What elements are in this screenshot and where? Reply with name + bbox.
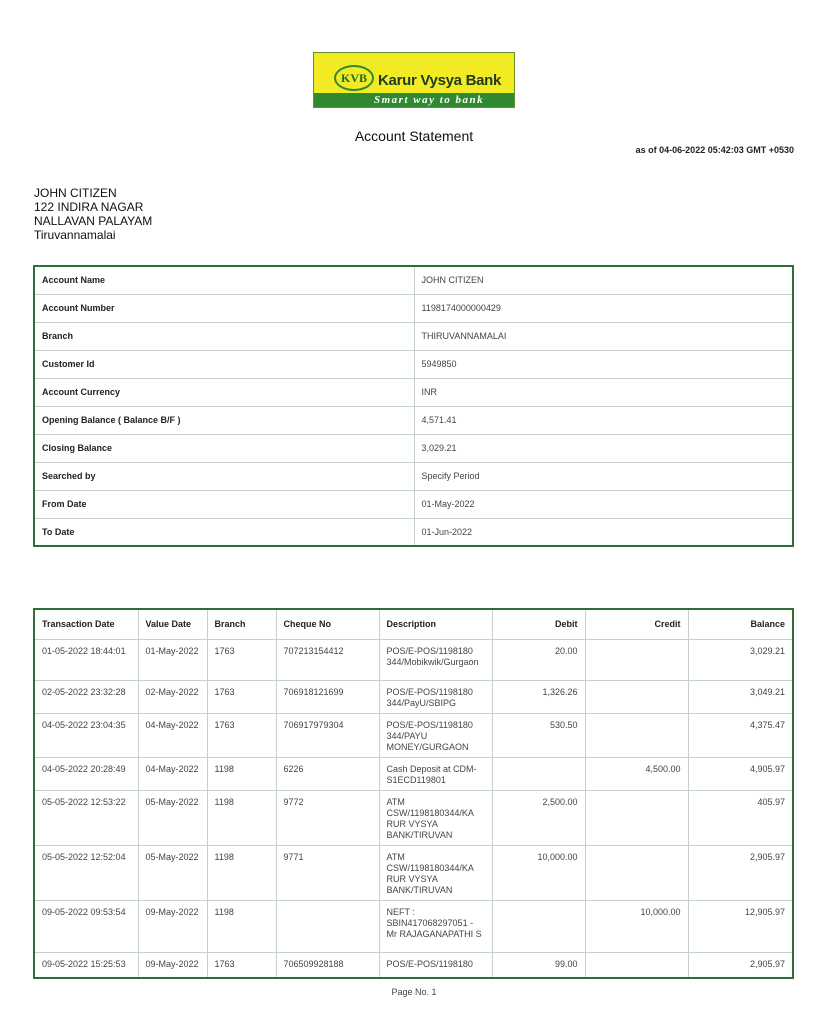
info-value: 5949850 — [414, 350, 793, 378]
table-row — [34, 639, 793, 680]
txn-date: 09-05-2022 09:53:54 — [34, 900, 138, 952]
credit — [585, 680, 688, 713]
description: ATM CSW/1198180344/KA RUR VYSYA BANK/TIRUVAN — [379, 790, 492, 845]
address-line: Tiruvannamalai — [34, 228, 116, 242]
logo-badge: KVB — [334, 65, 374, 91]
branch: 1763 — [207, 680, 276, 713]
debit — [492, 900, 585, 952]
cheque-no: 706918121699 — [276, 680, 379, 713]
table-row — [34, 790, 793, 845]
address-line: 122 INDIRA NAGAR — [34, 200, 144, 214]
cheque-no: 706917979304 — [276, 713, 379, 757]
col-header-branch: Branch — [207, 609, 276, 639]
balance: 405.97 — [688, 790, 793, 845]
info-label: Account Name — [34, 266, 414, 294]
debit: 530.50 — [492, 713, 585, 757]
txn-date: 04-05-2022 20:28:49 — [34, 757, 138, 790]
value-date: 09-May-2022 — [138, 952, 207, 978]
credit: 4,500.00 — [585, 757, 688, 790]
account-info-row — [34, 518, 793, 546]
txn-date: 02-05-2022 23:32:28 — [34, 680, 138, 713]
cheque-no — [276, 900, 379, 952]
txn-date: 05-05-2022 12:53:22 — [34, 790, 138, 845]
txn-date: 05-05-2022 12:52:04 — [34, 845, 138, 900]
credit — [585, 845, 688, 900]
description: POS/E-POS/1198180 344/PAYU MONEY/GURGAON — [379, 713, 492, 757]
info-value: 3,029.21 — [414, 434, 793, 462]
address-line: NALLAVAN PALAYAM — [34, 214, 153, 228]
info-label: Account Currency — [34, 378, 414, 406]
description: ATM CSW/1198180344/KA RUR VYSYA BANK/TIRUVAN — [379, 845, 492, 900]
txn-date: 09-05-2022 15:25:53 — [34, 952, 138, 978]
branch: 1198 — [207, 900, 276, 952]
description: Cash Deposit at CDM-S1ECD119801 — [379, 757, 492, 790]
balance: 2,905.97 — [688, 845, 793, 900]
info-label: Branch — [34, 322, 414, 350]
cheque-no: 9772 — [276, 790, 379, 845]
info-label: Account Number — [34, 294, 414, 322]
credit — [585, 639, 688, 680]
value-date: 02-May-2022 — [138, 680, 207, 713]
branch: 1198 — [207, 790, 276, 845]
col-header-description: Description — [379, 609, 492, 639]
info-value: THIRUVANNAMALAI — [414, 322, 793, 350]
cheque-no: 6226 — [276, 757, 379, 790]
txn-date: 01-05-2022 18:44:01 — [34, 639, 138, 680]
value-date: 09-May-2022 — [138, 900, 207, 952]
balance: 2,905.97 — [688, 952, 793, 978]
credit — [585, 713, 688, 757]
description: NEFT : SBIN417068297051 - Mr RAJAGANAPATHI S — [379, 900, 492, 952]
branch: 1763 — [207, 952, 276, 978]
col-header-debit: Debit — [492, 609, 585, 639]
logo-bank-name: Karur Vysya Bank — [378, 72, 502, 89]
value-date: 04-May-2022 — [138, 757, 207, 790]
account-info-row — [34, 294, 793, 322]
debit — [492, 757, 585, 790]
bank-logo — [313, 52, 515, 108]
branch: 1198 — [207, 845, 276, 900]
info-label: To Date — [34, 518, 414, 546]
debit: 2,500.00 — [492, 790, 585, 845]
info-value: 1198174000000429 — [414, 294, 793, 322]
table-row — [34, 952, 793, 978]
balance: 4,905.97 — [688, 757, 793, 790]
account-info-row — [34, 350, 793, 378]
description: POS/E-POS/1198180 344/PayU/SBIPG — [379, 680, 492, 713]
logo-tagline: Smart way to bank — [374, 94, 485, 106]
table-row — [34, 757, 793, 790]
page-number: Page No. 1 — [391, 987, 437, 997]
balance: 3,049.21 — [688, 680, 793, 713]
value-date: 04-May-2022 — [138, 713, 207, 757]
value-date: 01-May-2022 — [138, 639, 207, 680]
info-value: 01-Jun-2022 — [414, 518, 793, 546]
table-row — [34, 680, 793, 713]
account-info-row — [34, 378, 793, 406]
description: POS/E-POS/1198180 344/Mobikwik/Gurgaon — [379, 639, 492, 680]
account-info-table — [33, 265, 794, 547]
info-label: Opening Balance ( Balance B/F ) — [34, 406, 414, 434]
debit: 99.00 — [492, 952, 585, 978]
info-value: Specify Period — [414, 462, 793, 490]
value-date: 05-May-2022 — [138, 845, 207, 900]
info-value: INR — [414, 378, 793, 406]
account-info-row — [34, 322, 793, 350]
balance: 12,905.97 — [688, 900, 793, 952]
balance: 3,029.21 — [688, 639, 793, 680]
cheque-no: 707213154412 — [276, 639, 379, 680]
table-header-row — [34, 609, 793, 639]
value-date: 05-May-2022 — [138, 790, 207, 845]
address-line: JOHN CITIZEN — [34, 186, 117, 200]
transactions-table — [33, 608, 794, 979]
account-info-row — [34, 490, 793, 518]
branch: 1198 — [207, 757, 276, 790]
account-info-row — [34, 462, 793, 490]
info-value: 01-May-2022 — [414, 490, 793, 518]
credit: 10,000.00 — [585, 900, 688, 952]
page-title: Account Statement — [354, 128, 474, 144]
col-header-cheque-no: Cheque No — [276, 609, 379, 639]
cheque-no: 9771 — [276, 845, 379, 900]
branch: 1763 — [207, 639, 276, 680]
txn-date: 04-05-2022 23:04:35 — [34, 713, 138, 757]
debit: 1,326.26 — [492, 680, 585, 713]
account-info-row — [34, 434, 793, 462]
customer-address — [34, 186, 152, 242]
info-value: 4,571.41 — [414, 406, 793, 434]
col-header-balance: Balance — [688, 609, 793, 639]
account-info-row — [34, 406, 793, 434]
cheque-no: 706509928188 — [276, 952, 379, 978]
statement-timestamp: as of 04-06-2022 05:42:03 GMT +0530 — [635, 145, 794, 155]
account-info-row — [34, 266, 793, 294]
info-label: Customer Id — [34, 350, 414, 378]
table-row — [34, 900, 793, 952]
branch: 1763 — [207, 713, 276, 757]
col-header-transaction-date: Transaction Date — [34, 609, 138, 639]
debit: 20.00 — [492, 639, 585, 680]
info-value: JOHN CITIZEN — [414, 266, 793, 294]
balance: 4,375.47 — [688, 713, 793, 757]
col-header-credit: Credit — [585, 609, 688, 639]
table-row — [34, 845, 793, 900]
table-row — [34, 713, 793, 757]
credit — [585, 790, 688, 845]
credit — [585, 952, 688, 978]
info-label: Closing Balance — [34, 434, 414, 462]
info-label: Searched by — [34, 462, 414, 490]
debit: 10,000.00 — [492, 845, 585, 900]
col-header-value-date: Value Date — [138, 609, 207, 639]
info-label: From Date — [34, 490, 414, 518]
description: POS/E-POS/1198180 — [379, 952, 492, 978]
